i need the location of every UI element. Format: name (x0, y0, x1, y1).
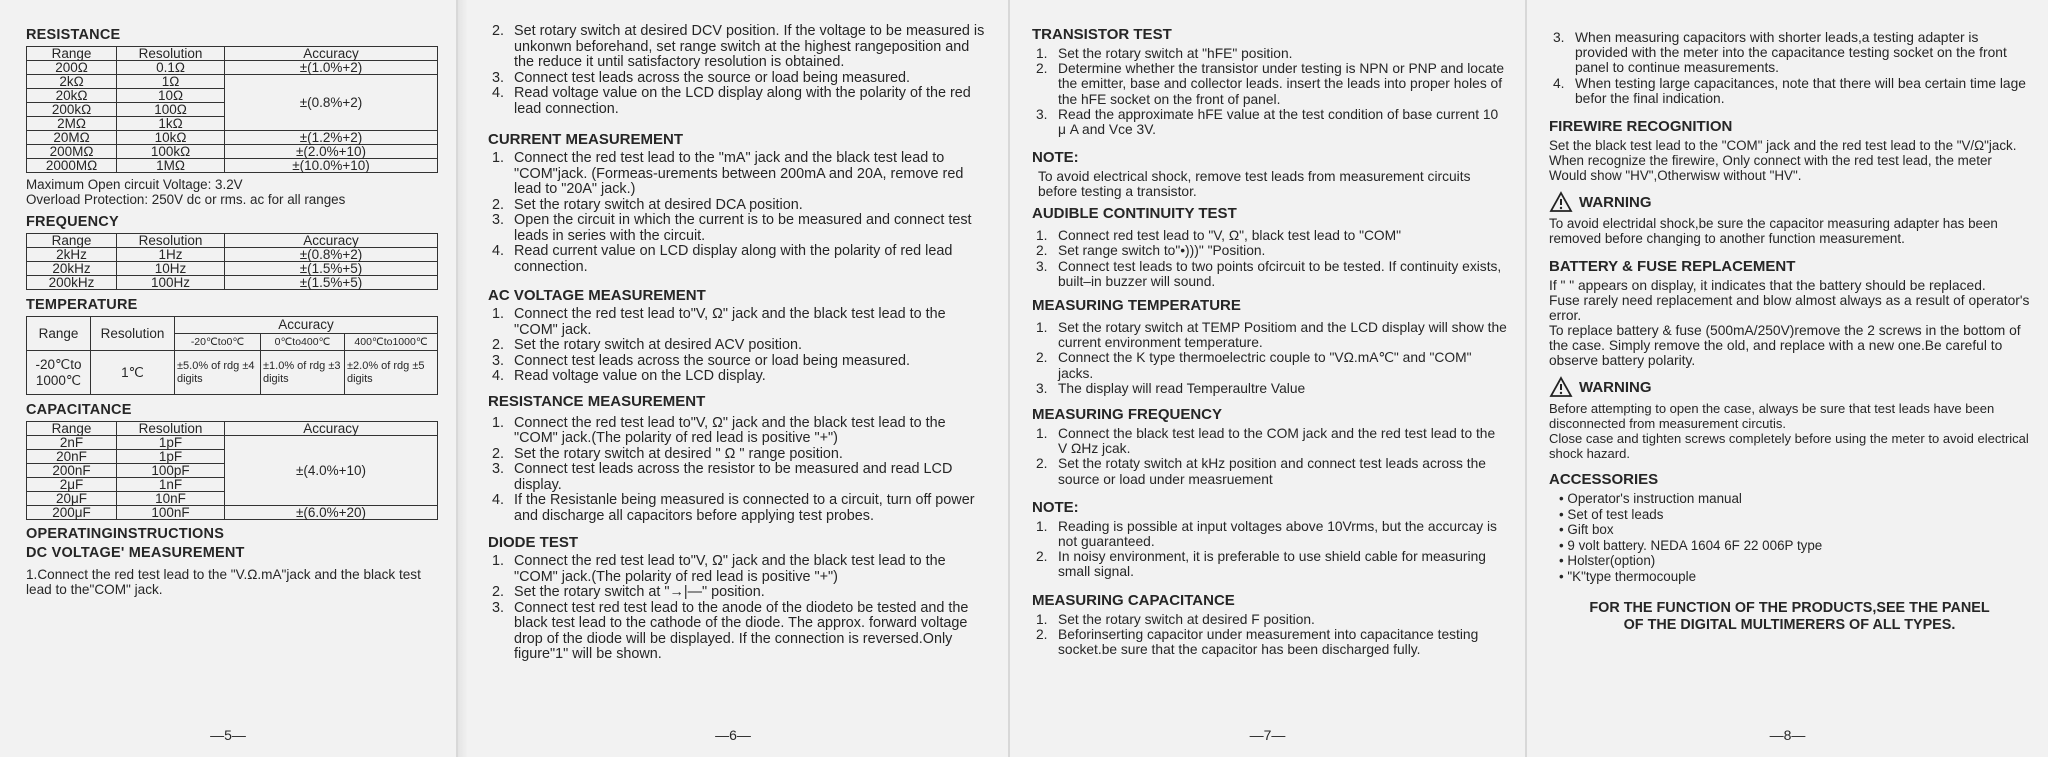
list-item: 4. Read current value on LCD display along with the polarity of red lead connection. (492, 243, 953, 275)
table-row: 20kΩ 10Ω (27, 89, 438, 103)
list-item: 1. Set the rotary switch at TEMP Positiom and the LCD display will show the current environment temperature. (1036, 320, 1507, 351)
table-row: 20MΩ 10kΩ ±(1.2%+2) (27, 131, 438, 145)
overload-note: Overload Protection: 250V dc or rms. ac for all ranges (26, 192, 346, 207)
resistance-steps (488, 416, 988, 525)
list-item: 2. Connect the K type thermoelectric couple to "VΩ.mA℃" and "COM" jacks. (1036, 350, 1472, 381)
transistor-test-title: TRANSISTOR TEST (1032, 26, 1172, 43)
diode-test-title: DIODE TEST (488, 534, 579, 551)
table-row: 2kHz 1Hz ±(0.8%+2) (27, 248, 438, 262)
list-item: 1. Connect the black test lead to the COM jack and the red test lead to the V ΩHz jcak. (1036, 426, 1496, 457)
list-item: 2. Set range switch to"•)))" "Position. (1036, 243, 1266, 259)
table-row: 200μF 100nF ±(6.0%+20) (27, 506, 438, 520)
table-row: 2kΩ 1Ω ±(0.8%+2) (27, 75, 438, 89)
current-title: CURRENT MEASUREMENT (488, 131, 683, 148)
resistance-title: RESISTANCE (26, 27, 121, 43)
page-fold-shadow (458, 0, 468, 757)
table-row: 2000MΩ 1MΩ ±(10.0%+10) (27, 159, 438, 173)
list-item: 3. Connect test leads across the resistor to be measured and read LCD display. (492, 461, 953, 493)
warning-heading-1: WARNING (1549, 191, 2030, 213)
page-8 (1525, 0, 2048, 757)
list-item: 4. If the Resistanle being measured is connected to a circuit, turn off power and discharge all capacitors before applying test probes. (492, 492, 975, 524)
warning-triangle-icon (1549, 191, 1573, 213)
list-item: 4. Read voltage value on the LCD display along with the polarity of the red lead connection. (492, 85, 971, 117)
list-item: 4. When testing large capacitances, note that there will bea certain time lage befor the final indication. (1553, 75, 2026, 106)
continuity-steps (1032, 228, 1507, 289)
list-item: 1. Connect the red test lead to"V, Ω" jack and the black test lead to the "COM" jack. (492, 306, 946, 338)
page-7 (1008, 0, 1525, 757)
list-item: 1. Reading is possible at input voltages above 10Vrms, but the accurcay is not guaranteed. (1036, 518, 1497, 550)
table-row: 2MΩ 1kΩ (27, 117, 438, 131)
list-item: 2. Beforinserting capacitor under measurement into capacitance testing socket.be sure that the capacitor has been discharged fully. (1036, 626, 1479, 658)
table-row: 200Ω 0.1Ω ±(1.0%+2) (27, 61, 438, 75)
warning-text-1: To avoid electridal shock,be sure the capacitor measuring adapter has been removed before changing to another function measurement. (1549, 216, 1998, 247)
table-row: 20kHz 10Hz ±(1.5%+5) (27, 262, 438, 276)
dc-voltage-title: DC VOLTAGE' MEASUREMENT (26, 545, 245, 561)
frequency-table: Range Resolution Accuracy 2kHz 1Hz ±(0.8%+2) 20kHz 10Hz ±(1.5%+5) 200kHz 100Hz ±(1.5%+5) (26, 233, 438, 290)
list-item: 3. Connect test red test lead to the anode of the diodeto be tested and the black test lead to the cathode of the diode. The approx. forward voltage drop of the diode will be displayed. If the connection is reversed.Only figure"1" will be shown. (492, 599, 969, 662)
page-number: —7— (1249, 727, 1286, 743)
diode-steps (488, 554, 988, 663)
list-item: 2. In noisy environment, it is preferable to use shield cable for measuring small signal. (1036, 549, 1486, 580)
list-item: 2. Set the rotary switch at desired DCA position. (492, 196, 803, 213)
list-item: 2. Set the rotaty switch at kHz position and connect test leads across the source or load under measruement (1036, 456, 1486, 487)
accessories-list (1549, 491, 2030, 584)
frequency-steps (1032, 426, 1507, 487)
list-item: • Set of test leads (1559, 507, 2030, 523)
header-range: Range (27, 47, 117, 61)
table-row: 20μF 10nF (27, 492, 438, 506)
table-row: 2nF 1pF ±(4.0%+10) (27, 436, 438, 450)
list-item: 1. Connect red test lead to "V, Ω", black test lead to "COM" (1036, 228, 1402, 244)
temperature-title: TEMPERATURE (26, 297, 138, 313)
closing-statement: FOR THE FUNCTION OF THE PRODUCTS,SEE THE PANEL OF THE DIGITAL MULTIMERERS OF ALL TYPES. (1589, 600, 1990, 634)
list-item: 3. Open the circuit in which the current is to be measured and connect test leads in series with the circuit. (492, 212, 972, 244)
transistor-steps (1032, 46, 1507, 137)
list-item: 3. When measuring capacitors with shorter leads,a testing adapter is provided with the meter into the capacitance testing socket on the front panel to continue measurements. (1553, 30, 2007, 76)
firewire-text: Set the black test lead to the "COM" jack and the red test lead to the "V/Ω"jack. When recognize the firewire, Only connect with the red test lead, the meter Would show "HV",Otherwisw without "HV". (1549, 138, 2017, 184)
list-item: 4. Read voltage value on the LCD display. (492, 368, 766, 384)
table-row: 20nF 1pF (27, 450, 438, 464)
acv-steps (488, 307, 988, 385)
list-item: 2. Set the rotary switch at desired ACV position. (492, 337, 802, 353)
list-item: 3. The display will read Temperaultre Value (1036, 380, 1306, 396)
current-steps (488, 151, 988, 275)
table-row: -20℃to 1000℃ 1℃ ±5.0% of rdg ±4 digits ±1.0% of rdg ±3 digits ±2.0% of rdg ±5 digits (27, 351, 438, 395)
list-item: 1. Connect the red test lead to the "mA" jack and the black test lead to "COM"jack. (Formeas-urements between 200mA and 20A, remove red lead to "20A" jack.) (492, 150, 964, 197)
warning-heading-2: WARNING (1549, 376, 2030, 398)
list-item: 1. Set the rotary switch at desired F position. (1036, 611, 1315, 627)
capacitance-steps (1032, 612, 1507, 658)
capacitance-title: CAPACITANCE (26, 402, 132, 418)
dcv-steps-continued (488, 24, 988, 117)
table-row: 2μF 1nF (27, 478, 438, 492)
warning-text-2a: Before attempting to open the case, always be sure that test leads have been disconnected from measurement circutis. (1549, 401, 1995, 432)
page-6 (456, 0, 1008, 757)
ac-voltage-title: AC VOLTAGE MEASUREMENT (488, 287, 706, 304)
page-number: —8— (1769, 727, 1806, 743)
list-item: 3. Read the approximate hFE value at the test condition of base current 10 μ A and Vce 3V. (1036, 106, 1499, 138)
table-row: 200MΩ 100kΩ ±(2.0%+10) (27, 145, 438, 159)
list-item: • "K"type thermocouple (1559, 569, 2030, 585)
measuring-temperature-title: MEASURING TEMPERATURE (1032, 297, 1241, 315)
note-2-title: NOTE: (1032, 498, 1079, 516)
firewire-title: FIREWIRE RECOGNITION (1549, 118, 1733, 136)
open-circuit-note: Maximum Open circuit Voltage: 3.2V (26, 177, 243, 192)
transistor-note: To avoid electrical shock, remove test leads from measurement circuits before testing a transistor. (1038, 169, 1471, 200)
header-accuracy: Accuracy (225, 47, 438, 61)
capacitance-steps-continued (1549, 30, 2030, 106)
list-item: 1. Connect the red test lead to"V, Ω" jack and the black test lead to the "COM" jack.(The polarity of red lead is positive "+") (492, 553, 946, 585)
list-item: • Holster(option) (1559, 553, 2030, 569)
table-row: 200nF 100pF (27, 464, 438, 478)
list-item: 2. Determine whether the transistor under testing is NPN or PNP and locate the emitter, base and collector leads. insert the leads into proper holes of the hFE socket on the front of panel. (1036, 61, 1505, 107)
resistance-measurement-title: RESISTANCE MEASUREMENT (488, 392, 706, 410)
battery-text-1: If " " appears on display, it indicates that the battery should be replaced. (1549, 278, 1986, 294)
list-item: 3. Connect test leads across the source or load being measured. (492, 69, 910, 86)
header-resolution: Resolution (117, 47, 225, 61)
measuring-frequency-title: MEASURING FREQUENCY (1032, 406, 1223, 424)
list-item: 3. Connect test leads across the source or load being measured. (492, 352, 910, 369)
list-item: 2. Set the rotary switch at desired " Ω " range position. (492, 445, 843, 462)
operating-instructions-title: OPERATINGINSTRUCTIONS (26, 526, 225, 542)
list-item: 2. Set the rotary switch at "→|—" position. (492, 584, 765, 600)
battery-fuse-title: BATTERY & FUSE REPLACEMENT (1549, 258, 1796, 276)
audible-continuity-title: AUDIBLE CONTINUITY TEST (1032, 205, 1237, 223)
note-title: NOTE: (1032, 149, 1079, 167)
measuring-capacitance-title: MEASURING CAPACITANCE (1032, 591, 1235, 609)
table-row: 200kΩ 100Ω (27, 103, 438, 117)
resistance-table (26, 46, 438, 173)
page-5 (0, 0, 456, 757)
table-row: 200kHz 100Hz ±(1.5%+5) (27, 276, 438, 290)
frequency-notes (1032, 519, 1507, 580)
capacitance-table: Range Resolution Accuracy 2nF 1pF ±(4.0%+10) 20nF 1pF 200nF 100pF 2μF 1nF 20μF 10nF 200μF 100nF ±(6.0%+20) (26, 421, 438, 520)
list-item: • 9 volt battery. NEDA 1604 6F 22 006P type (1559, 538, 2030, 554)
warning-text-2b: Close case and tighten screws completely before using the meter to avoid electrical shock hazard. (1549, 431, 2029, 462)
temperature-steps (1032, 320, 1507, 396)
list-item: • Gift box (1559, 522, 2030, 538)
warning-triangle-icon (1549, 376, 1573, 398)
list-item: 3. Connect test leads to two points ofcircuit to be tested. If continuity exists, built–in buzzer will sound. (1036, 258, 1502, 289)
battery-text-2: Fuse rarely need replacement and blow almost always as a result of operator's error. (1549, 293, 2030, 324)
battery-text-3: To replace battery & fuse (500mA/250V)remove the 2 screws in the bottom of the case. Simply remove the old, and replace with a new one.Be careful to observe battery polarity. (1549, 323, 2021, 369)
dcv-step-1: 1.Connect the red test lead to the "V.Ω.mA"jack and the black test lead to the"COM" jack. (26, 567, 421, 597)
accessories-title: ACCESSORIES (1549, 471, 1659, 489)
page-number: —6— (715, 727, 751, 743)
frequency-title: FREQUENCY (26, 214, 119, 230)
list-item: 2. Set rotary switch at desired DCV position. If the voltage to be measured is unkonwn beforehand, set range switch at the highest rangeposition and the reduce it until satisfactory resolution is obtained. (492, 23, 985, 70)
list-item: 1. Connect the red test lead to"V, Ω" jack and the black test lead to the "COM" jack.(The polarity of red lead is positive "+") (492, 414, 946, 446)
temperature-table: Range Resolution Accuracy -20℃to0℃ 0℃to400℃ 400℃to1000℃ -20℃to 1000℃ 1℃ ±5.0% of rdg ±4 digits ±1.0% of rdg ±3 digits ±2.0% of rdg ±5 digits (26, 316, 438, 395)
list-item: • Operator's instruction manual (1559, 491, 2030, 507)
list-item: 1. Set the rotary switch at "hFE" position. (1036, 46, 1293, 61)
page-number: —5— (210, 727, 246, 743)
